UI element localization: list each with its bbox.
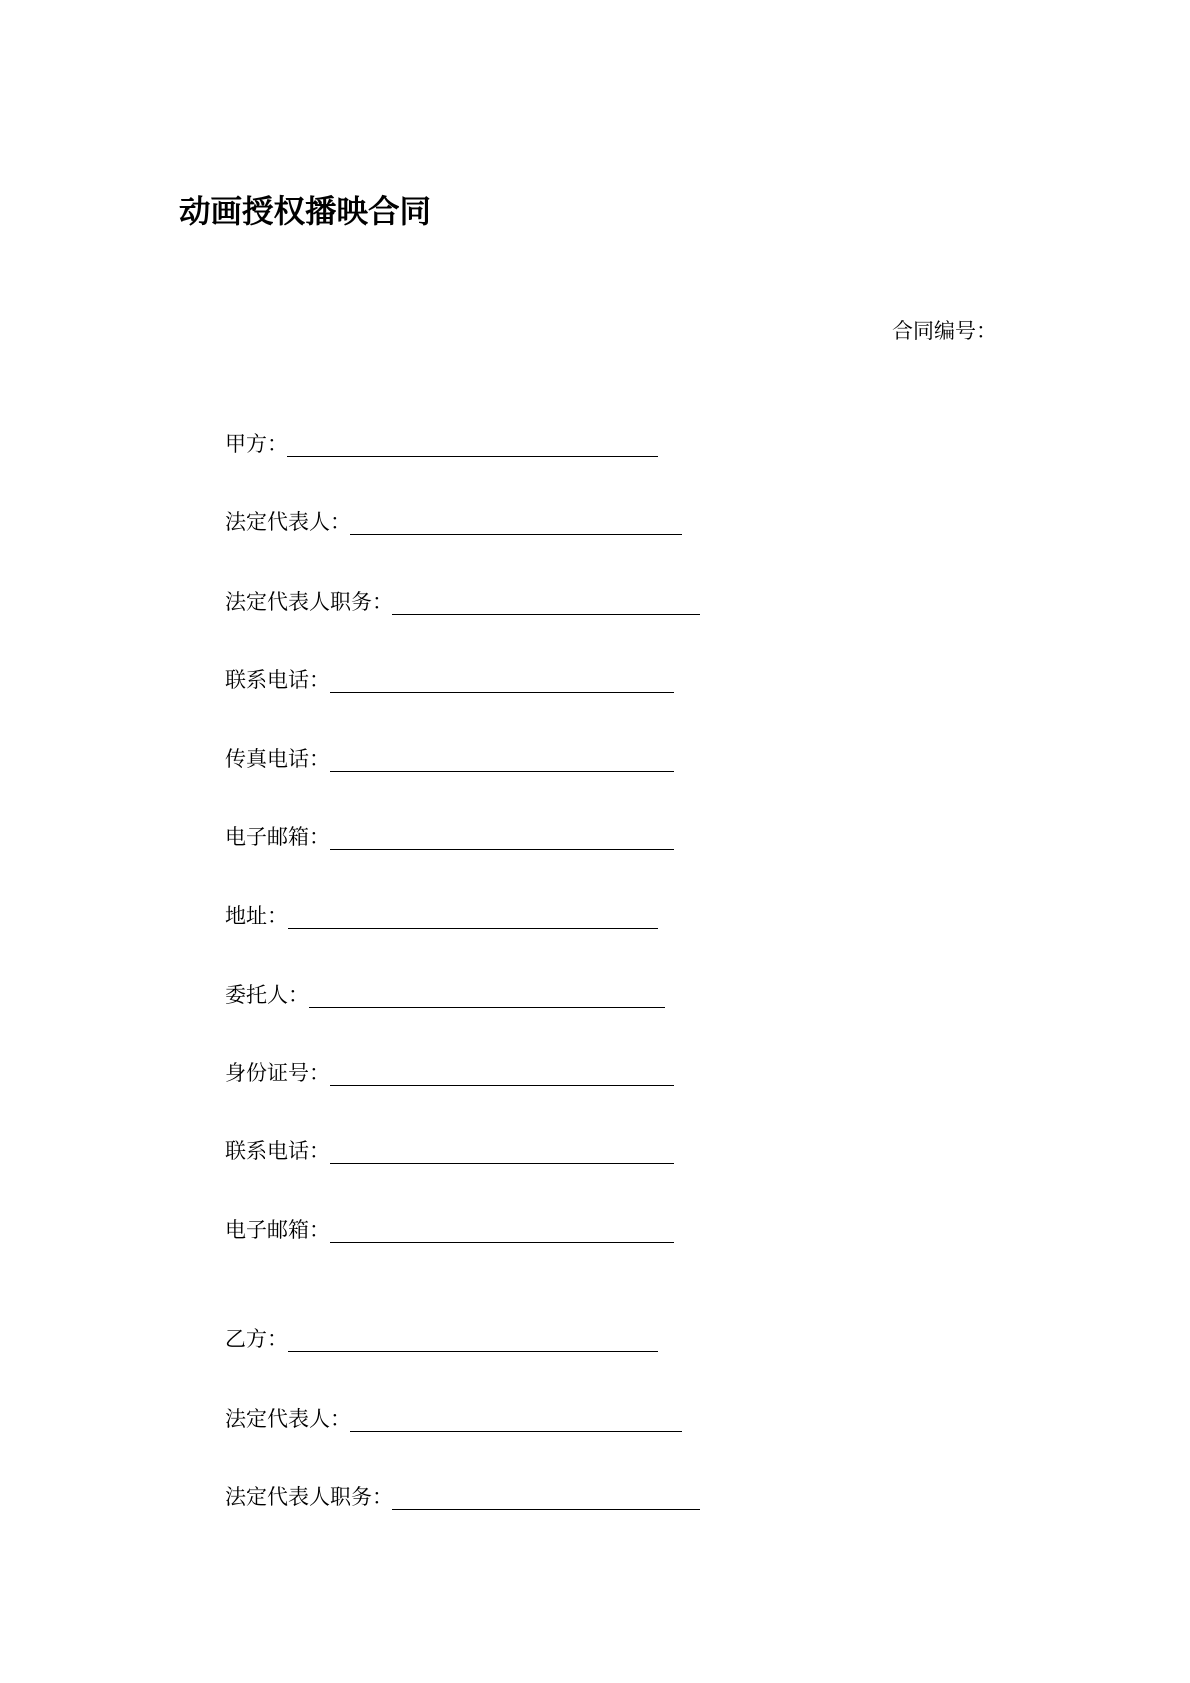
fill-in-line[interactable] xyxy=(392,614,700,615)
document-title: 动画授权播映合同 xyxy=(179,194,432,230)
field-label: 法定代表人： xyxy=(225,510,351,534)
fill-in-line[interactable] xyxy=(330,692,674,693)
field-label: 法定代表人： xyxy=(225,1407,351,1431)
fill-in-line[interactable] xyxy=(288,928,658,929)
fill-in-line[interactable] xyxy=(288,1351,658,1352)
field-label: 地址： xyxy=(225,904,288,928)
field-label: 身份证号： xyxy=(225,1061,330,1085)
field-label: 法定代表人职务： xyxy=(225,590,393,614)
field-label: 联系电话： xyxy=(225,1139,330,1163)
fill-in-line[interactable] xyxy=(330,849,674,850)
field-label: 乙方： xyxy=(225,1327,288,1351)
fill-in-line[interactable] xyxy=(287,456,658,457)
field-label: 电子邮箱： xyxy=(225,1218,330,1242)
field-label: 甲方： xyxy=(225,432,288,456)
fill-in-line[interactable] xyxy=(330,771,674,772)
fill-in-line[interactable] xyxy=(350,1431,682,1432)
fill-in-line[interactable] xyxy=(309,1007,665,1008)
fill-in-line[interactable] xyxy=(330,1242,674,1243)
field-label: 法定代表人职务： xyxy=(225,1485,393,1509)
fill-in-line[interactable] xyxy=(392,1509,700,1510)
field-label: 传真电话： xyxy=(225,747,330,771)
field-label: 联系电话： xyxy=(225,668,330,692)
fill-in-line[interactable] xyxy=(350,534,682,535)
fill-in-line[interactable] xyxy=(330,1163,674,1164)
field-label: 电子邮箱： xyxy=(225,825,330,849)
field-label: 委托人： xyxy=(225,983,309,1007)
fill-in-line[interactable] xyxy=(330,1085,674,1086)
contract-number-label: 合同编号： xyxy=(892,319,997,343)
